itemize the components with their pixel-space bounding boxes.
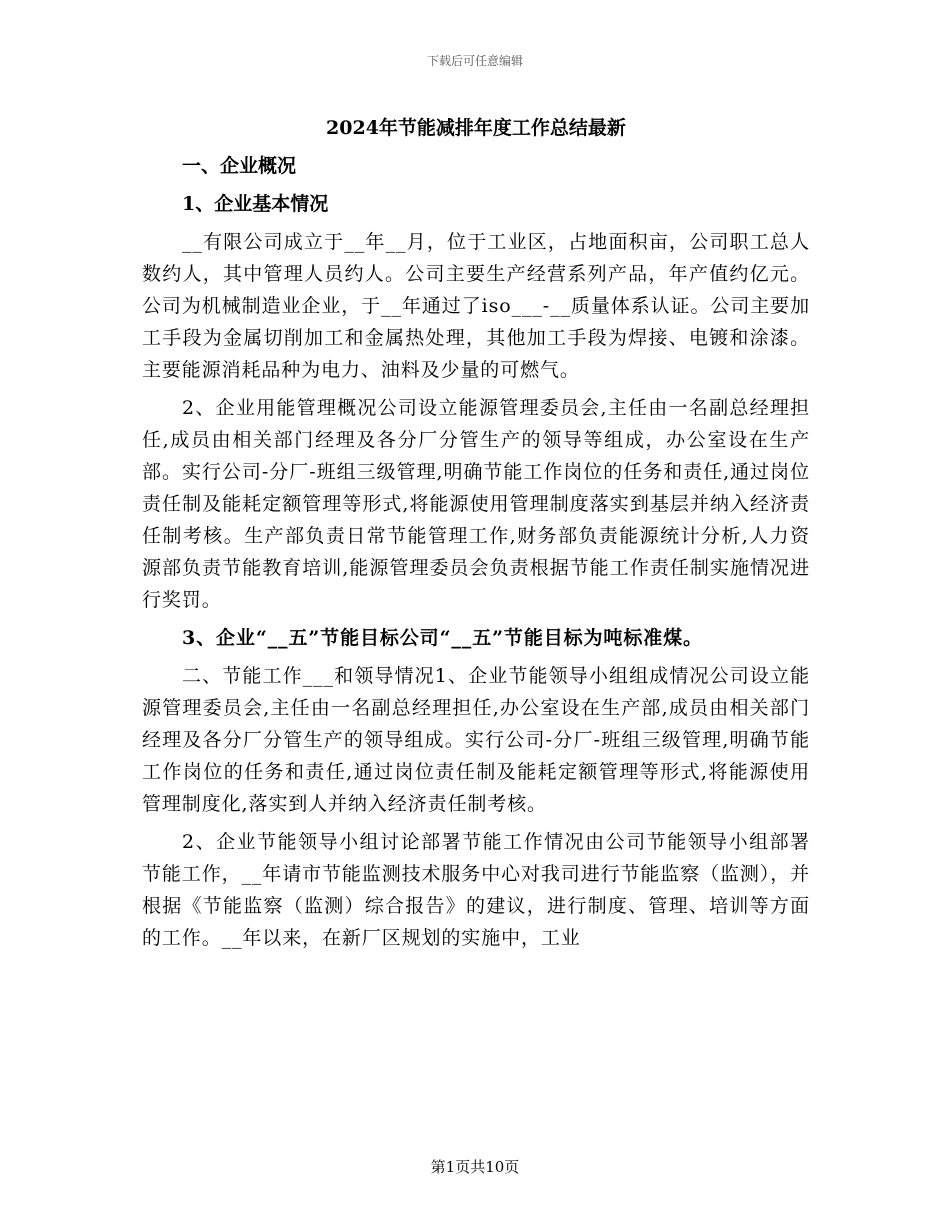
paragraph-energy-target: 3、企业“__五”节能目标公司“__五”节能目标为吨标准煤。 (182, 627, 703, 649)
page-header: 下载后可任意编辑 (426, 54, 523, 68)
subsection-heading-basic-info: 1、企业基本情况 (182, 193, 329, 215)
paragraph-leadership: 二、节能工作___和领导情况1、企业节能领导小组组成情况公司设立能源管理委员会,主任由一名副总经理担任,办公室设在生产部,成员由相关部门经理及各分厂分管生产的领导组成。实行公司-分厂-班组三级管理,明确节能工作岗位的任务和责任,通过岗位责任制及能耗定额管理等形式,将能源使用管理制度化,落实到人并纳入经济责任制考核。 (142, 665, 810, 815)
paragraph-energy-management: 2、企业用能管理概况公司设立能源管理委员会,主任由一名副总经理担任,成员由相关部门经理及各分厂分管生产的领导等组成，办公室设在生产部。实行公司-分厂-班组三级管理,明确节能工作岗位的任务和责任,通过岗位责任制及能耗定额管理等形式,将能源使用管理制度落实到基层并纳入经济责任制考核。生产部负责日常节能管理工作,财务部负责能源统计分析,人力资源部负责节能教育培训,能源管理委员会负责根据节能工作责任制实施情况进行奖罚。 (142, 397, 810, 611)
document-body (142, 112, 810, 960)
paragraph-deployment: 2、企业节能领导小组讨论部署节能工作情况由公司节能领导小组部署节能工作，__年请市节能监测技术服务中心对我司进行节能监察（监测），并根据《节能监察（监测）综合报告》的建议，进行制度、管理、培训等方面的工作。__年以来，在新厂区规划的实施中，工业 (142, 831, 811, 949)
page-footer: 第1页共10页 (430, 1158, 520, 1176)
paragraph-basic-info: __有限公司成立于__年__月，位于工业区，占地面积亩，公司职工总人数约人，其中管理人员约人。公司主要生产经营系列产品，年产值约亿元。公司为机械制造业企业，于__年通过了iso___-__质量体系认证。公司主要加工手段为金属切削加工和金属热处理，其他加工手段为焊接、电镀和涂漆。主要能源消耗品种为电力、油料及少量的可燃气。 (142, 231, 810, 381)
document-title: 2024年节能减排年度工作总结最新 (326, 117, 626, 139)
section-heading-enterprise-overview: 一、企业概况 (182, 155, 297, 177)
